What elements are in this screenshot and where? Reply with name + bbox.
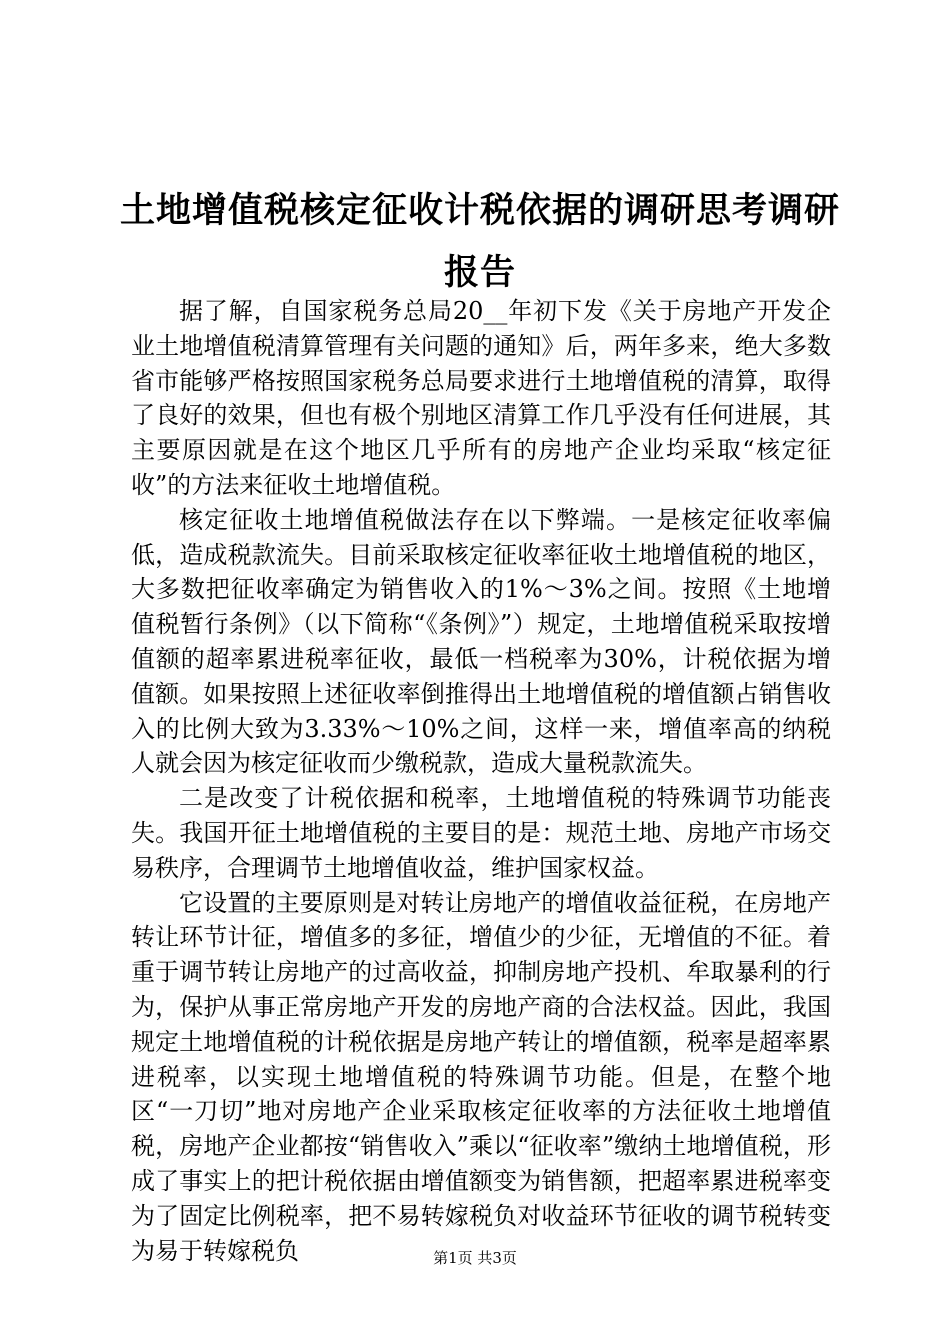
paragraph: 它设置的主要原则是对转让房地产的增值收益征税，在房地产转让环节计征，增值多的多征，增值少的少征，无增值的不征。着重于调节转让房地产的过高收益，抑制房地产投机、牟取暴利的行为，保护从事正常房地产开发的房地产商的合法权益。因此，我国规定土地增值税的计税依据是房地产转让的增值额，税率是超率累进税率，以实现土地增值税的特殊调节功能。但是，在整个地区“一刀切”地对房地产企业采取核定征收率的方法征收土地增值税，房地产企业都按“销售收入”乘以“征收率”缴纳土地增值税，形成了事实上的把计税依据由增值额变为销售额，把超率累进税率变为了固定比例税率，把不易转嫁税负对收益环节征收的调节税转变为易于转嫁税负 [131,888,831,1265]
document-title: 土地增值税核定征收计税依据的调研思考调研报告 [120,190,841,293]
paragraph: 据了解，自国家税务总局20__年初下发《关于房地产开发企业土地增值税清算管理有关问题的通知》后，两年多来，绝大多数省市能够严格按照国家税务总局要求进行土地增值税的清算，取得了良好的效果，但也有极个别地区清算工作几乎没有任何进展，其主要原因就是在这个地区几乎所有的房地产企业均采取“核定征收”的方法来征收土地增值税。 [131,297,831,499]
paragraph: 二是改变了计税依据和税率，土地增值税的特殊调节功能丧失。我国开征土地增值税的主要目的是：规范土地、房地产市场交易秩序，合理调节土地增值收益，维护国家权益。 [131,784,831,882]
paragraph: 核定征收土地增值税做法存在以下弊端。一是核定征收率偏低，造成税款流失。目前采取核定征收率征收土地增值税的地区，大多数把征收率确定为销售收入的1%～3%之间。按照《土地增值税暂行条例》（以下简称“《条例》”）规定，土地增值税采取按增值额的超率累进税率征收，最低一档税率为30%，计税依据为增值额。如果按照上述征收率倒推得出土地增值税的增值额占销售收入的比例大致为3.33%～10%之间，这样一来，增值率高的纳税人就会因为核定征收而少缴税款，造成大量税款流失。 [131,505,831,778]
page-footer: 第1页 共3页 [433,1249,517,1267]
document-body [131,294,831,1268]
